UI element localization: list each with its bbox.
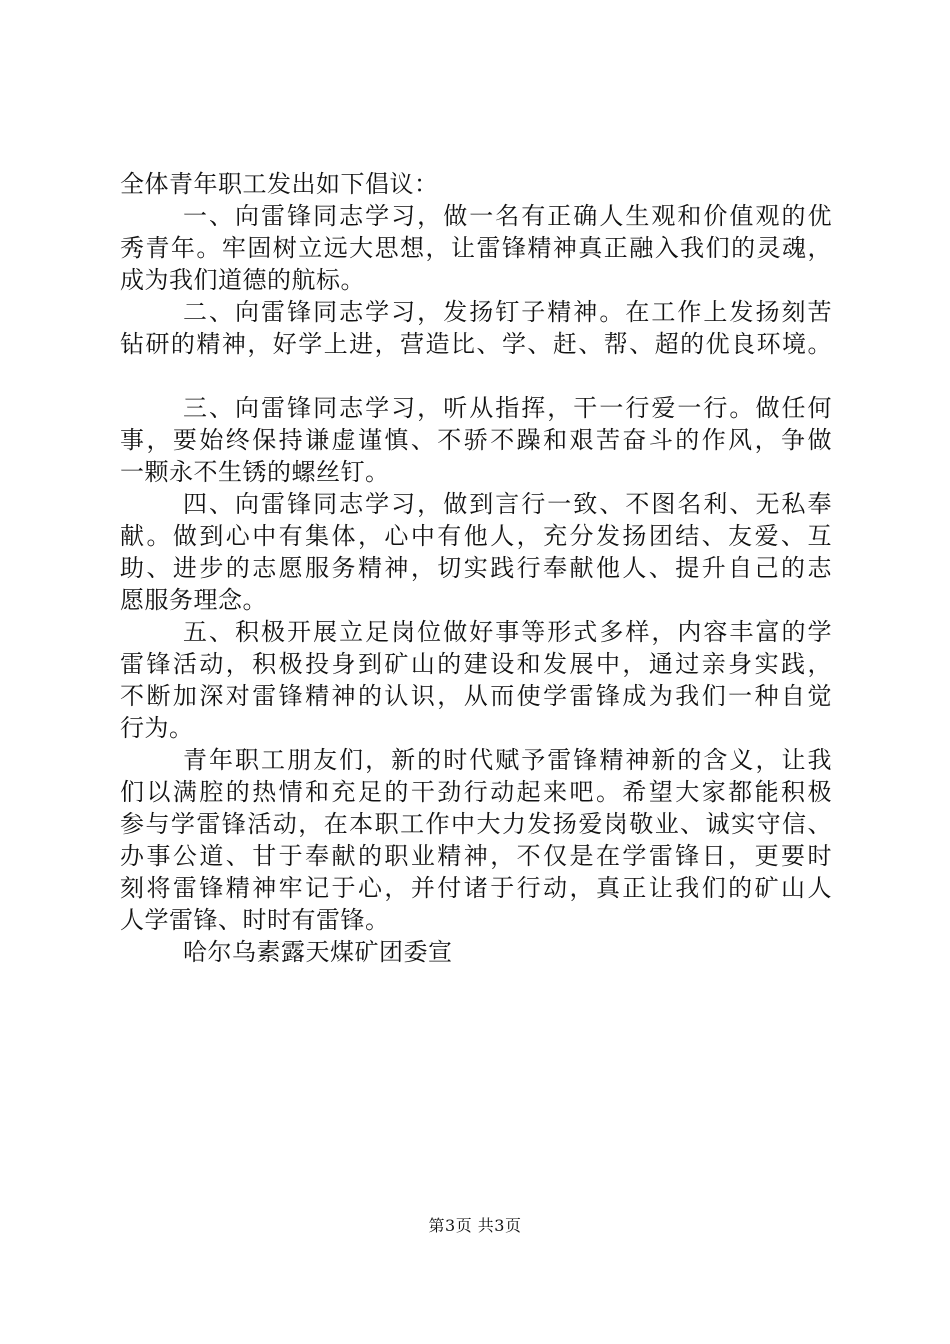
blank-line [120, 360, 832, 392]
text-line: 秀青年。牢固树立远大思想，让雷锋精神真正融入我们的灵魂， [120, 234, 832, 262]
text-line: 办事公道、甘于奉献的职业精神，不仅是在学雷锋日，更要时 [120, 842, 832, 870]
text-line: 们以满腔的热情和充足的干劲行动起来吧。希望大家都能积极 [120, 778, 832, 806]
document-body [120, 168, 832, 968]
text-line: 刻将雷锋精神牢记于心，并付诸于行动，真正让我们的矿山人 [120, 874, 832, 902]
text-line: 一、向雷锋同志学习，做一名有正确人生观和价值观的优 [183, 202, 832, 230]
text-line: 三、向雷锋同志学习，听从指挥，干一行爱一行。做任何 [183, 394, 832, 422]
text-line: 四、向雷锋同志学习，做到言行一致、不图名利、无私奉 [183, 490, 832, 518]
text-line: 献。做到心中有集体，心中有他人，充分发扬团结、友爱、互 [120, 522, 832, 550]
text-line: 二、向雷锋同志学习，发扬钉子精神。在工作上发扬刻苦 [183, 298, 832, 326]
text-line: 雷锋活动，积极投身到矿山的建设和发展中，通过亲身实践， [120, 650, 832, 678]
text-line: 钻研的精神，好学上进，营造比、学、赶、帮、超的优良环境。 [120, 330, 832, 358]
text-line: 全体青年职工发出如下倡议： [120, 170, 439, 198]
text-line: 青年职工朋友们，新的时代赋予雷锋精神新的含义，让我 [183, 746, 832, 774]
text-line: 不断加深对雷锋精神的认识，从而使学雷锋成为我们一种自觉 [120, 682, 832, 710]
text-line: 五、积极开展立足岗位做好事等形式多样，内容丰富的学 [183, 618, 832, 646]
page-number: 第3页 共3页 [428, 1216, 522, 1235]
text-line: 一颗永不生锈的螺丝钉。 [120, 458, 390, 486]
signature-line: 哈尔乌素露天煤矿团委宣 [183, 938, 453, 966]
text-line: 人学雷锋、时时有雷锋。 [120, 906, 390, 934]
text-line: 愿服务理念。 [120, 586, 267, 614]
text-line: 参与学雷锋活动，在本职工作中大力发扬爱岗敬业、诚实守信、 [120, 810, 832, 838]
text-line: 事，要始终保持谦虚谨慎、不骄不躁和艰苦奋斗的作风，争做 [120, 426, 832, 454]
text-line: 助、进步的志愿服务精神，切实践行奉献他人、提升自己的志 [120, 554, 832, 582]
text-line: 成为我们道德的航标。 [120, 266, 365, 294]
text-line: 行为。 [120, 714, 194, 742]
